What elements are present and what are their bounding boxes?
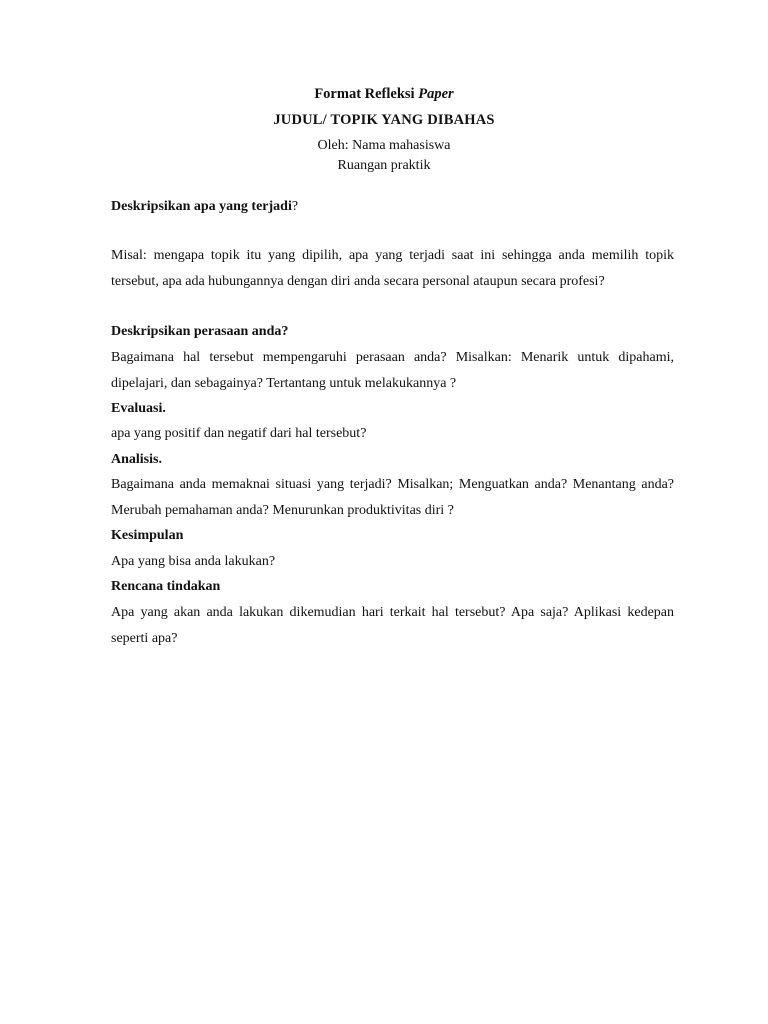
section-heading-description <box>111 194 674 220</box>
section-heading-conclusion: Kesimpulan <box>111 528 184 543</box>
title-prefix: Format Refleksi <box>314 86 415 102</box>
document-subtitle: JUDUL/ TOPIK YANG DIBAHAS <box>273 112 495 128</box>
section-body-analysis: Bagaimana anda memaknai situasi yang terjadi? Misalkan; Menguatkan anda? Menantang anda? Merubah pemahaman anda? Menurunkan produktivitas diri ? <box>111 477 674 518</box>
section-heading-action-plan: Rencana tindakan <box>111 579 221 594</box>
section-body-feelings: Bagaimana hal tersebut mempengaruhi perasaan anda? Misalkan: Menarik untuk dipahami, dipelajari, dan sebagainya? Tertantang untuk melakukannya ? <box>111 350 674 391</box>
section-heading-suffix: ? <box>291 199 299 214</box>
section-heading-feelings: Deskripsikan perasaan anda? <box>111 324 289 339</box>
document-title <box>0 86 768 103</box>
section-heading-text: Deskripsikan apa yang terjadi <box>111 199 292 214</box>
section-heading-analysis: Analisis. <box>111 452 162 467</box>
section-body-evaluation: apa yang positif dan negatif dari hal tersebut? <box>111 426 367 441</box>
section-body-action-plan: Apa yang akan anda lakukan dikemudian hari terkait hal tersebut? Apa saja? Aplikasi kedepan seperti apa? <box>111 605 674 646</box>
section-heading-evaluation: Evaluasi. <box>111 401 166 416</box>
title-italic: Paper <box>418 86 454 102</box>
section-body-conclusion: Apa yang bisa anda lakukan? <box>111 554 276 569</box>
room-line: Ruangan praktik <box>337 158 431 173</box>
section-body-description: Misal: mengapa topik itu yang dipilih, apa yang terjadi saat ini sehingga anda memilih topik tersebut, apa ada hubungannya dengan diri anda secara personal ataupun secara profesi? <box>111 248 674 289</box>
author-line: Oleh: Nama mahasiswa <box>317 138 451 153</box>
